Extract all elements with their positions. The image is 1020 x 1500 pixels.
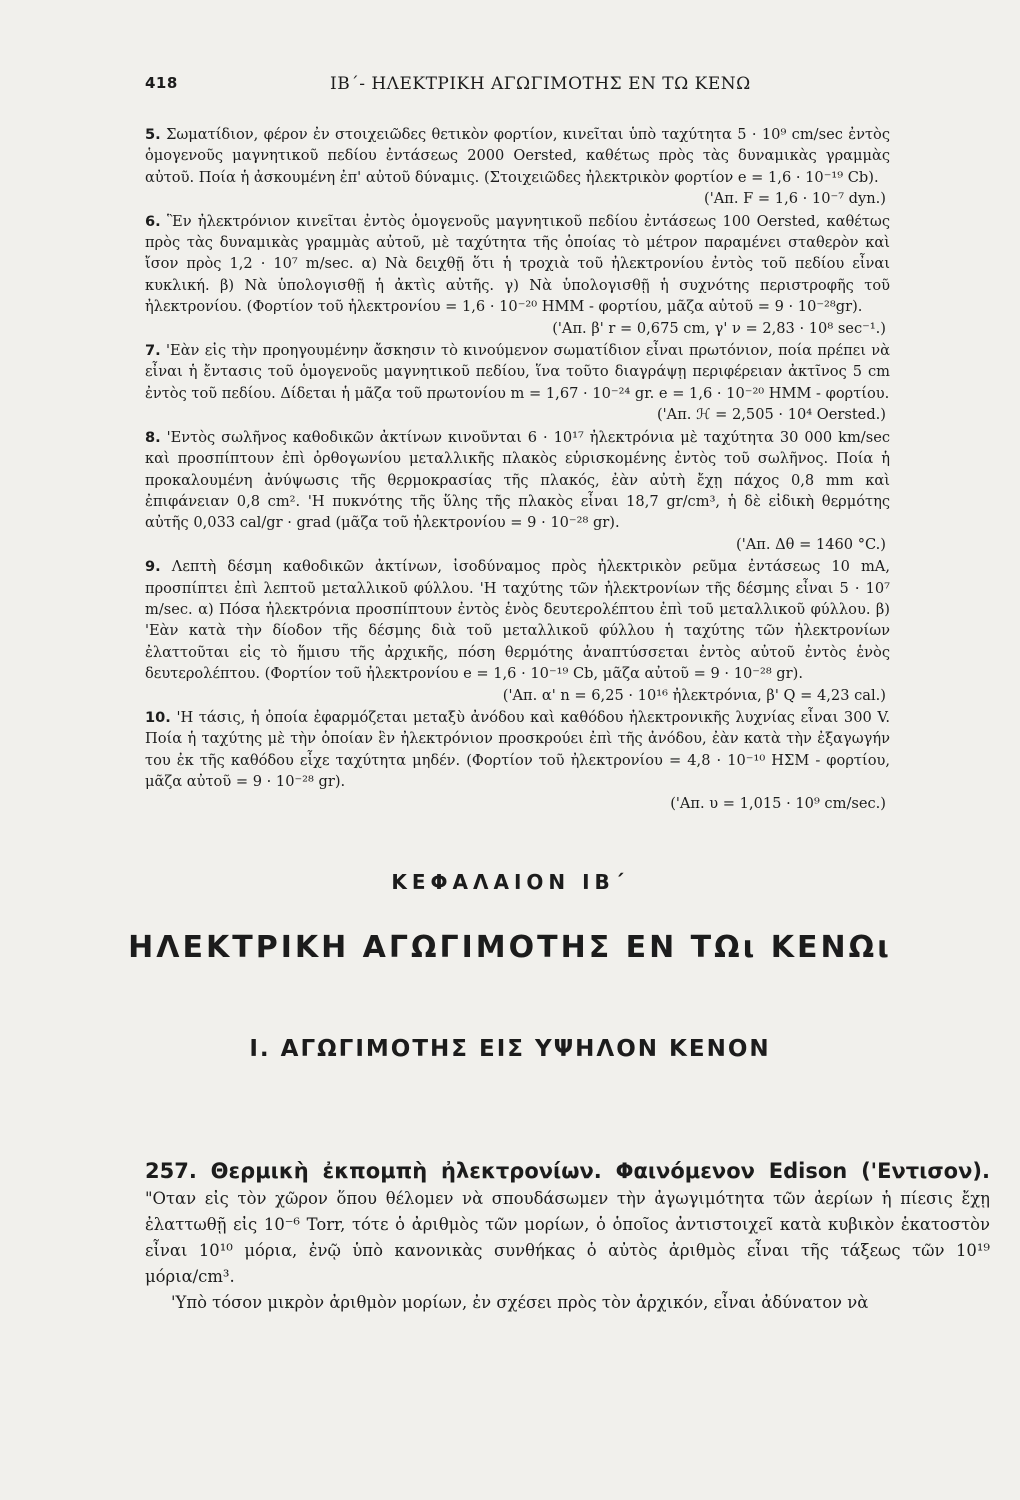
exercise-text: Σωματίδιον, φέρον ἐν στοιχειῶδες θετικὸν φορτίον, κινεῖται ὑπὸ ταχύτητα 5 · 10⁹ cm/sec ἐντὸς ὁμογενοῦς μαγνητικοῦ πεδίου ἐντάσεως 2000 Oersted, καθέτως πρὸς τὰς δυναμικὰς γραμμὰς αὐτοῦ. Ποία ἡ ἀσκουμένη ἐπ' αὐτοῦ δύναμις. (Στοιχειῶδες ἠλεκτρικὸν φορτίον e = 1,6 · 10⁻¹⁹ Cb). bbox=[145, 126, 891, 186]
exercise-number: 8. bbox=[145, 428, 161, 446]
exercise-answer: ('Απ. β' r = 0,675 cm, γ' ν = 2,83 · 10⁸ sec⁻¹.) bbox=[552, 319, 886, 337]
exercise-8 bbox=[145, 427, 890, 555]
exercise-answer: ('Απ. α' n = 6,25 · 10¹⁶ ἠλεκτρόνια, β' Q = 4,23 cal.) bbox=[502, 686, 886, 704]
exercise-answer: ('Απ. υ = 1,015 · 10⁹ cm/sec.) bbox=[670, 794, 886, 812]
exercise-9 bbox=[145, 556, 890, 706]
exercise-text: 'Η τάσις, ἡ ὁποία ἐφαρμόζεται μεταξὺ ἀνόδου καὶ καθόδου ἠλεκτρονικῆς λυχνίας εἶναι 300 V. Ποία ἡ ταχύτης μὲ τὴν ὁποίαν ἓν ἠλεκτρόνιον προσκρούει ἐπὶ τῆς ἀνόδου, ἐὰν κατὰ τὴν ἐξαγωγήν του ἐκ τῆς καθόδου εἶχε ταχύτητα μηδέν. (Φορτίον τοῦ ἠλεκτρονίου = 4,8 · 10⁻¹⁰ ΗΣΜ - φορτίου, μᾶζα αὐτοῦ = 9 · 10⁻²⁸ gr). bbox=[145, 708, 891, 791]
exercise-number: 9. bbox=[145, 558, 161, 576]
running-header bbox=[145, 74, 865, 102]
running-title: ΙΒ΄- ΗΛΕΚΤΡΙΚΗ ΑΓΩΓΙΜΟΤΗΣ ΕΝ ΤΩ ΚΕΝΩ bbox=[330, 74, 751, 94]
exercise-answer: ('Απ. ℋ = 2,505 · 10⁴ Oersted.) bbox=[656, 406, 886, 424]
exercise-number: 10. bbox=[145, 708, 171, 726]
paragraph-text: "Οταν εἰς τὸν χῶρον ὅπου θέλομεν νὰ σπουδάσωμεν τὴν ἀγωγιμότητα τῶν ἀερίων ἡ πίεσις ἔχῃ ἐλαττωθῇ εἰς 10⁻⁶ Torr, τότε ὁ ἀριθμὸς τῶν μορίων, ὁ ὁποῖος ἀντιστοιχεῖ κατὰ κυβικὸν ἑκατοστὸν εἶναι 10¹⁰ μόρια, ἐνῷ ὑπὸ κανονικὰς συνθήκας ὁ αὐτὸς ἀριθμὸς εἶναι τῆς τάξεως τῶν 10¹⁹ μόρια/cm³. bbox=[145, 1189, 990, 1286]
section-title: Ι. ΑΓΩΓΙΜΟΤΗΣ ΕΙΣ ΥΨΗΛΟΝ ΚΕΝΟΝ bbox=[249, 1036, 771, 1062]
page-number: 418 bbox=[145, 74, 178, 92]
exercise-number: 6. bbox=[145, 212, 161, 230]
paragraph-257 bbox=[145, 1158, 990, 1316]
exercise-6 bbox=[145, 211, 890, 339]
exercise-7 bbox=[145, 340, 890, 426]
exercise-text: Λεπτὴ δέσμη καθοδικῶν ἀκτίνων, ἰσοδύναμος πρὸς ἠλεκτρικὸν ρεῦμα ἐντάσεως 10 mA, προσπίπτει ἐπὶ λεπτοῦ μεταλλικοῦ φύλλου. 'Η ταχύτης τῶν ἠλεκτρονίων τῆς δέσμης εἶναι 5 · 10⁷ m/sec. α) Πόσα ἠλεκτρόνια προσπίπτουν ἐντὸς ἑνὸς δευτερολέπτου ἐπὶ τοῦ μεταλλικοῦ φύλλου. β) 'Εὰν κατὰ τὴν δίοδον τῆς δέσμης διὰ τοῦ μεταλλικοῦ φύλλου ἡ ταχύτης τῶν ἠλεκτρονίων ἐλαττοῦται εἰς τὸ ἥμισυ τῆς ἀρχικῆς, πόση θερμότης ἀναπτύσσεται ἐντὸς αὐτοῦ ἐντὸς ἑνὸς δευτερολέπτου. (Φορτίον τοῦ ἠλεκτρονίου e = 1,6 · 10⁻¹⁹ Cb, μᾶζα αὐτοῦ = 9 · 10⁻²⁸ gr). bbox=[145, 558, 890, 683]
exercise-text: 'Εντὸς σωλῆνος καθοδικῶν ἀκτίνων κινοῦνται 6 · 10¹⁷ ἠλεκτρόνια μὲ ταχύτητα 30 000 km/sec καὶ προσπίπτουν ἐπὶ ὀρθογωνίου μεταλλικῆς πλακὸς εὑρισκομένης ἐντὸς τοῦ σωλῆνος. Ποία ἡ προκαλουμένη ἀνύψωσις τῆς θερμοκρασίας τῆς πλακός, ἐὰν αὐτὴ ἔχῃ πάχος 0,8 mm καὶ ἐπιφάνειαν 0,8 cm². 'Η πυκνότης τῆς ὕλης τῆς πλακὸς εἶναι 18,7 gr/cm³, ἡ δὲ εἰδικὴ θερμότης αὐτῆς 0,033 cal/gr · grad (μᾶζα τοῦ ἠλεκτρονίου = 9 · 10⁻²⁸ gr). bbox=[145, 428, 891, 532]
exercise-5 bbox=[145, 124, 890, 210]
exercise-answer: ('Απ. F = 1,6 · 10⁻⁷ dyn.) bbox=[704, 190, 886, 208]
chapter-title: ΗΛΕΚΤΡΙΚΗ ΑΓΩΓΙΜΟΤΗΣ ΕΝ ΤΩι ΚΕΝΩι bbox=[128, 930, 892, 965]
paragraph-continuation: 'Υπὸ τόσον μικρὸν ἀριθμὸν μορίων, ἐν σχέσει πρὸς τὸν ἀρχικόν, εἶναι ἀδύνατον νὰ bbox=[171, 1293, 869, 1312]
exercise-text: Ἓν ἠλεκτρόνιον κινεῖται ἐντὸς ὁμογενοῦς μαγνητικοῦ πεδίου ἐντάσεως 100 Oersted, καθέτως πρὸς τὰς δυναμικὰς γραμμὰς αὐτοῦ, μὲ ταχύτητα τῆς ὁποίας τὸ μέτρον παραμένει σταθερὸν καὶ ἴσον πρὸς 1,2 · 10⁷ m/sec. α) Νὰ δειχθῇ ὅτι ἡ τροχιὰ τοῦ ἠλεκτρονίου ἐντὸς τοῦ πεδίου εἶναι κυκλική. β) Νὰ ὑπολογισθῇ ἡ ἀκτὶς αὐτῆς. γ) Νὰ ὑπολογισθῇ ἡ συχνότης περιστροφῆς τοῦ ἠλεκτρονίου. (Φορτίον τοῦ ἠλεκτρονίου = 1,6 · 10⁻²⁰ ΗΜΜ - φορτίου, μᾶζα αὐτοῦ = 9 · 10⁻²⁸gr). bbox=[145, 212, 890, 316]
exercise-10 bbox=[145, 707, 890, 814]
exercise-number: 5. bbox=[145, 126, 161, 143]
exercise-answer: ('Απ. Δθ = 1460 °C.) bbox=[736, 535, 886, 553]
exercise-list bbox=[145, 124, 890, 815]
exercise-text: 'Εὰν εἰς τὴν προηγουμένην ἄσκησιν τὸ κινούμενον σωματίδιον εἶναι πρωτόνιον, ποία πρέπει νὰ εἶναι ἡ ἔντασις τοῦ ὁμογενοῦς μαγνητικοῦ πεδίου, ἵνα τοῦτο διαγράψῃ περιφέρειαν ἀκτῖνος 5 cm ἐντὸς τοῦ πεδίου. Δίδεται ἡ μᾶζα τοῦ πρωτονίου m = 1,67 · 10⁻²⁴ gr. e = 1,6 · 10⁻²⁰ ΗΜΜ - φορτίου. bbox=[145, 342, 891, 402]
chapter-label: ΚΕΦΑΛΑΙΟΝ ΙΒ΄ bbox=[391, 870, 629, 894]
paragraph-title: 257. Θερμικὴ ἐκπομπὴ ἠλεκτρονίων. Φαινόμενον Edison ('Εντισον). bbox=[145, 1159, 990, 1183]
exercise-number: 7. bbox=[145, 342, 161, 360]
